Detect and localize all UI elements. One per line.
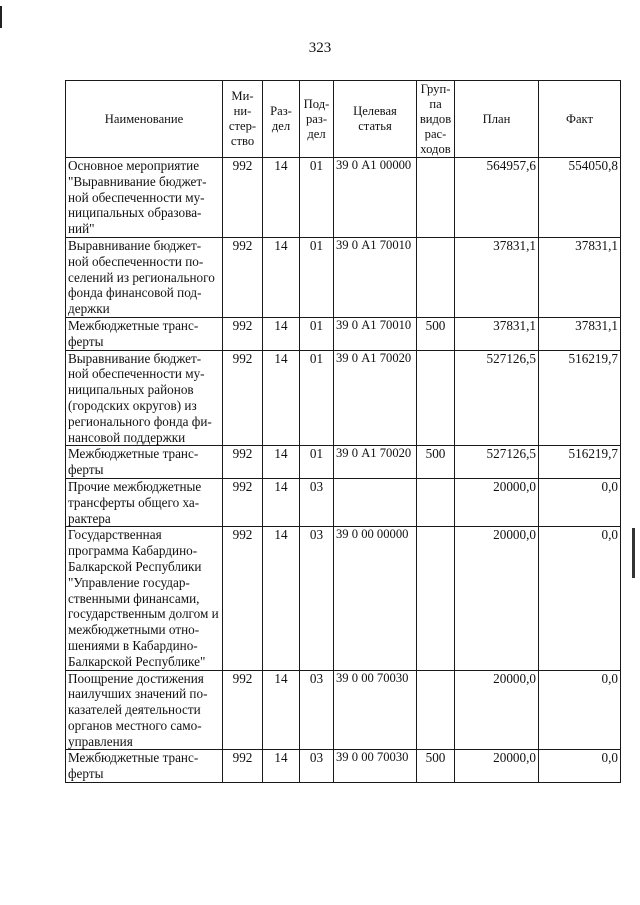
cell-section: 14: [263, 237, 300, 317]
cell-subsection: 03: [300, 478, 334, 526]
cell-fact: 516219,7: [539, 350, 621, 446]
edge-scan-mark: [0, 6, 6, 28]
header-section: Раз- дел: [263, 81, 300, 158]
cell-name: Государственная программа Кабардино-Балкарской Республики "Управление государ-ственными финансами, государственным долгом и межбюджетными отно-шениями в Кабардино-Балкарской Республике": [66, 527, 223, 670]
scan-artifact-bar: [632, 528, 635, 578]
cell-subsection: 01: [300, 350, 334, 446]
table-row: [66, 317, 621, 350]
cell-name: Выравнивание бюджет-ной обеспеченности по-селений из регионального фонда финансовой под-держки: [66, 237, 223, 317]
table-row: [66, 446, 621, 479]
cell-section: 14: [263, 478, 300, 526]
cell-plan: 37831,1: [455, 317, 539, 350]
cell-plan: 20000,0: [455, 750, 539, 783]
table-row: [66, 478, 621, 526]
cell-subsection: 01: [300, 158, 334, 238]
cell-plan: 37831,1: [455, 237, 539, 317]
cell-target: 39 0 А1 70010: [334, 237, 417, 317]
cell-name: Выравнивание бюджет-ной обеспеченности му-ниципальных районов (городских округов) из регионального фонда фи-нансовой поддержки: [66, 350, 223, 446]
cell-group: [417, 527, 455, 670]
cell-group: [417, 237, 455, 317]
cell-section: 14: [263, 670, 300, 750]
cell-ministry: 992: [223, 158, 263, 238]
cell-section: 14: [263, 527, 300, 670]
cell-fact: 516219,7: [539, 446, 621, 479]
cell-subsection: 03: [300, 527, 334, 670]
cell-group: [417, 670, 455, 750]
table-row: [66, 237, 621, 317]
cell-ministry: 992: [223, 350, 263, 446]
cell-subsection: 01: [300, 237, 334, 317]
cell-group: [417, 350, 455, 446]
header-subsection: Под- раз- дел: [300, 81, 334, 158]
table-row: [66, 670, 621, 750]
cell-group: 500: [417, 446, 455, 479]
cell-target: [334, 478, 417, 526]
cell-section: 14: [263, 350, 300, 446]
cell-fact: 0,0: [539, 670, 621, 750]
cell-plan: 20000,0: [455, 478, 539, 526]
cell-fact: 37831,1: [539, 237, 621, 317]
cell-ministry: 992: [223, 478, 263, 526]
header-fact: Факт: [539, 81, 621, 158]
table-row: [66, 350, 621, 446]
table-body: [66, 158, 621, 783]
cell-plan: 527126,5: [455, 446, 539, 479]
table-row: [66, 158, 621, 238]
table-header-row: [66, 81, 621, 158]
cell-target: 39 0 00 00000: [334, 527, 417, 670]
cell-ministry: 992: [223, 750, 263, 783]
cell-section: 14: [263, 446, 300, 479]
cell-ministry: 992: [223, 317, 263, 350]
cell-name: Поощрение достижения наилучших значений по-казателей деятельности органов местного само-управления: [66, 670, 223, 750]
cell-ministry: 992: [223, 527, 263, 670]
cell-fact: 0,0: [539, 478, 621, 526]
cell-group: 500: [417, 317, 455, 350]
cell-target: 39 0 00 70030: [334, 670, 417, 750]
cell-group: [417, 478, 455, 526]
cell-plan: 527126,5: [455, 350, 539, 446]
header-target: Целевая статья: [334, 81, 417, 158]
cell-name: Межбюджетные транс-ферты: [66, 317, 223, 350]
cell-target: 39 0 А1 70020: [334, 446, 417, 479]
cell-plan: 564957,6: [455, 158, 539, 238]
header-group: Груп- па видов рас- ходов: [417, 81, 455, 158]
cell-name: Межбюджетные транс-ферты: [66, 446, 223, 479]
cell-section: 14: [263, 750, 300, 783]
budget-table: [65, 80, 621, 783]
cell-target: 39 0 А1 70010: [334, 317, 417, 350]
table-row: [66, 527, 621, 670]
table-row: [66, 750, 621, 783]
cell-plan: 20000,0: [455, 527, 539, 670]
cell-ministry: 992: [223, 237, 263, 317]
cell-name: Межбюджетные транс-ферты: [66, 750, 223, 783]
cell-fact: 554050,8: [539, 158, 621, 238]
cell-section: 14: [263, 158, 300, 238]
header-name: Наименование: [66, 81, 223, 158]
cell-target: 39 0 А1 70020: [334, 350, 417, 446]
cell-fact: 0,0: [539, 750, 621, 783]
cell-ministry: 992: [223, 670, 263, 750]
cell-name: Основное мероприятие "Выравнивание бюджет-ной обеспеченности му-ниципальных образова-ний": [66, 158, 223, 238]
header-ministry: Ми- ни- стер- ство: [223, 81, 263, 158]
cell-subsection: 01: [300, 446, 334, 479]
header-plan: План: [455, 81, 539, 158]
page-number: 323: [308, 40, 332, 56]
cell-target: 39 0 А1 00000: [334, 158, 417, 238]
cell-ministry: 992: [223, 446, 263, 479]
cell-group: [417, 158, 455, 238]
cell-name: Прочие межбюджетные трансферты общего ха-рактера: [66, 478, 223, 526]
cell-fact: 0,0: [539, 527, 621, 670]
cell-section: 14: [263, 317, 300, 350]
cell-subsection: 01: [300, 317, 334, 350]
cell-subsection: 03: [300, 750, 334, 783]
cell-target: 39 0 00 70030: [334, 750, 417, 783]
cell-group: 500: [417, 750, 455, 783]
cell-plan: 20000,0: [455, 670, 539, 750]
cell-fact: 37831,1: [539, 317, 621, 350]
cell-subsection: 03: [300, 670, 334, 750]
